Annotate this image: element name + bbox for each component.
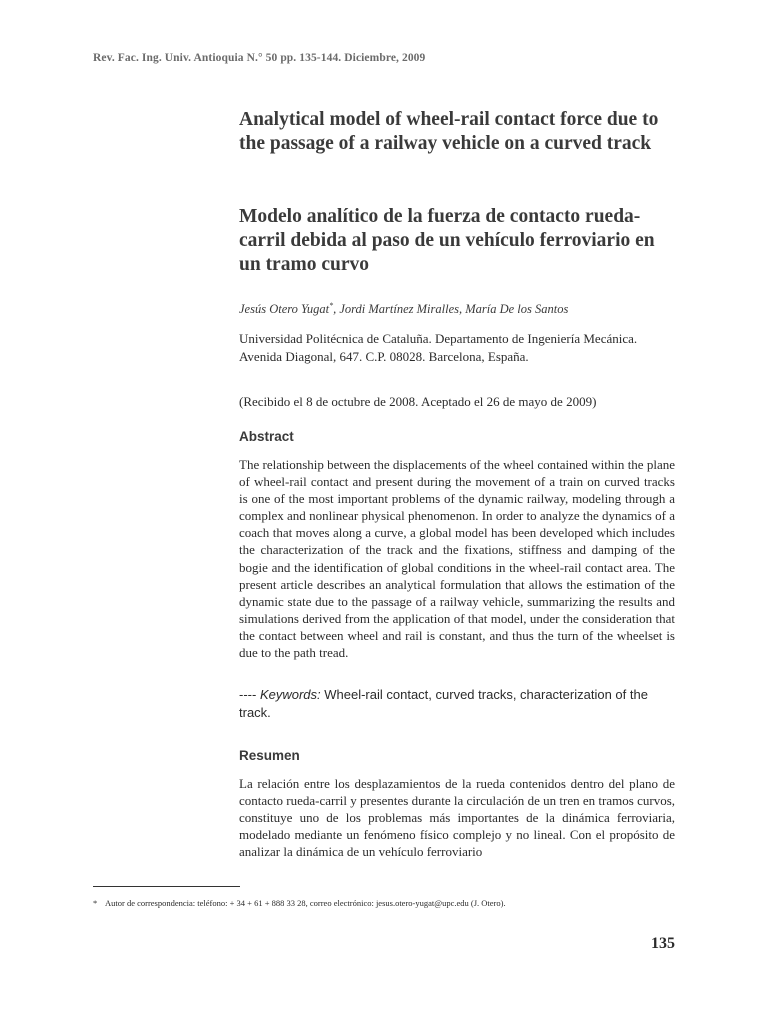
affiliation-line-1: Universidad Politécnica de Cataluña. Departamento de Ingeniería Mecánica. <box>239 331 638 346</box>
title-spanish: Modelo analítico de la fuerza de contacto rueda-carril debida al paso de un vehículo ferroviario en un tramo curvo <box>239 206 655 275</box>
keywords-text: Wheel-rail contact, curved tracks, characterization of the track. <box>239 687 648 720</box>
footnote <box>93 898 693 908</box>
author-mark: * <box>329 301 334 310</box>
footnote-text: Autor de correspondencia: teléfono: + 34 + 61 + 888 33 28, correo electrónico: jesus.otero-yugat@upc.edu (J. Otero). <box>105 898 506 908</box>
page-number: 135 <box>651 935 675 952</box>
abstract-text: The relationship between the displacements of the wheel contained within the plane of wheel-rail contact and present during the movement of a train on curved tracks is one of the most important problems of the dynamic railway, modeling through a complex and nonlinear physical phenomenon. In order to analyze the dynamics of a coach that moves along a curve, a global model has been developed which includes the characterization of the track and the fixations, stiffness and damping of the bogie and the identification of global conditions in the wheel-rail contact area. The present article describes an analytical formulation that allows the estimation of the dynamic state due to the passage of a railway vehicle, summarizing the results and simulations derived from the application of that model, under the consideration that the contact between wheel and rail is constant, and thus the turn of the wheelset is due to the path tread. <box>239 457 675 661</box>
footnote-divider <box>93 886 240 887</box>
footnote-mark: * <box>93 898 98 908</box>
authors <box>239 301 675 317</box>
abstract-heading: Abstract <box>239 429 294 444</box>
affiliation <box>239 330 675 366</box>
keywords-prefix: ---- <box>239 687 260 702</box>
author-first: Jesús Otero Yugat <box>239 302 330 317</box>
resumen-heading: Resumen <box>239 748 300 763</box>
title-english: Analytical model of wheel-rail contact force due to the passage of a railway vehicle on a curved track <box>239 109 659 154</box>
journal-header: Rev. Fac. Ing. Univ. Antioquia N.° 50 pp. 135-144. Diciembre, 2009 <box>93 52 426 64</box>
resumen-text: La relación entre los desplazamientos de la rueda contenidos dentro del plano de contacto rueda-carril y presentes durante la circulación de un tren en tramos curvos, constituye uno de los problemas más importantes de la dinámica ferroviaria, modelado mediante un fenómeno físico complejo y no lineal. Con el propósito de analizar la dinámica de un vehículo ferroviario <box>239 776 675 860</box>
author-rest: , Jordi Martínez Miralles, María De los Santos <box>333 302 569 317</box>
keywords-label: Keywords: <box>259 687 321 702</box>
received-dates: (Recibido el 8 de octubre de 2008. Aceptado el 26 de mayo de 2009) <box>239 394 597 409</box>
keywords <box>239 686 675 722</box>
affiliation-line-2: Avenida Diagonal, 647. C.P. 08028. Barcelona, España. <box>239 349 529 364</box>
